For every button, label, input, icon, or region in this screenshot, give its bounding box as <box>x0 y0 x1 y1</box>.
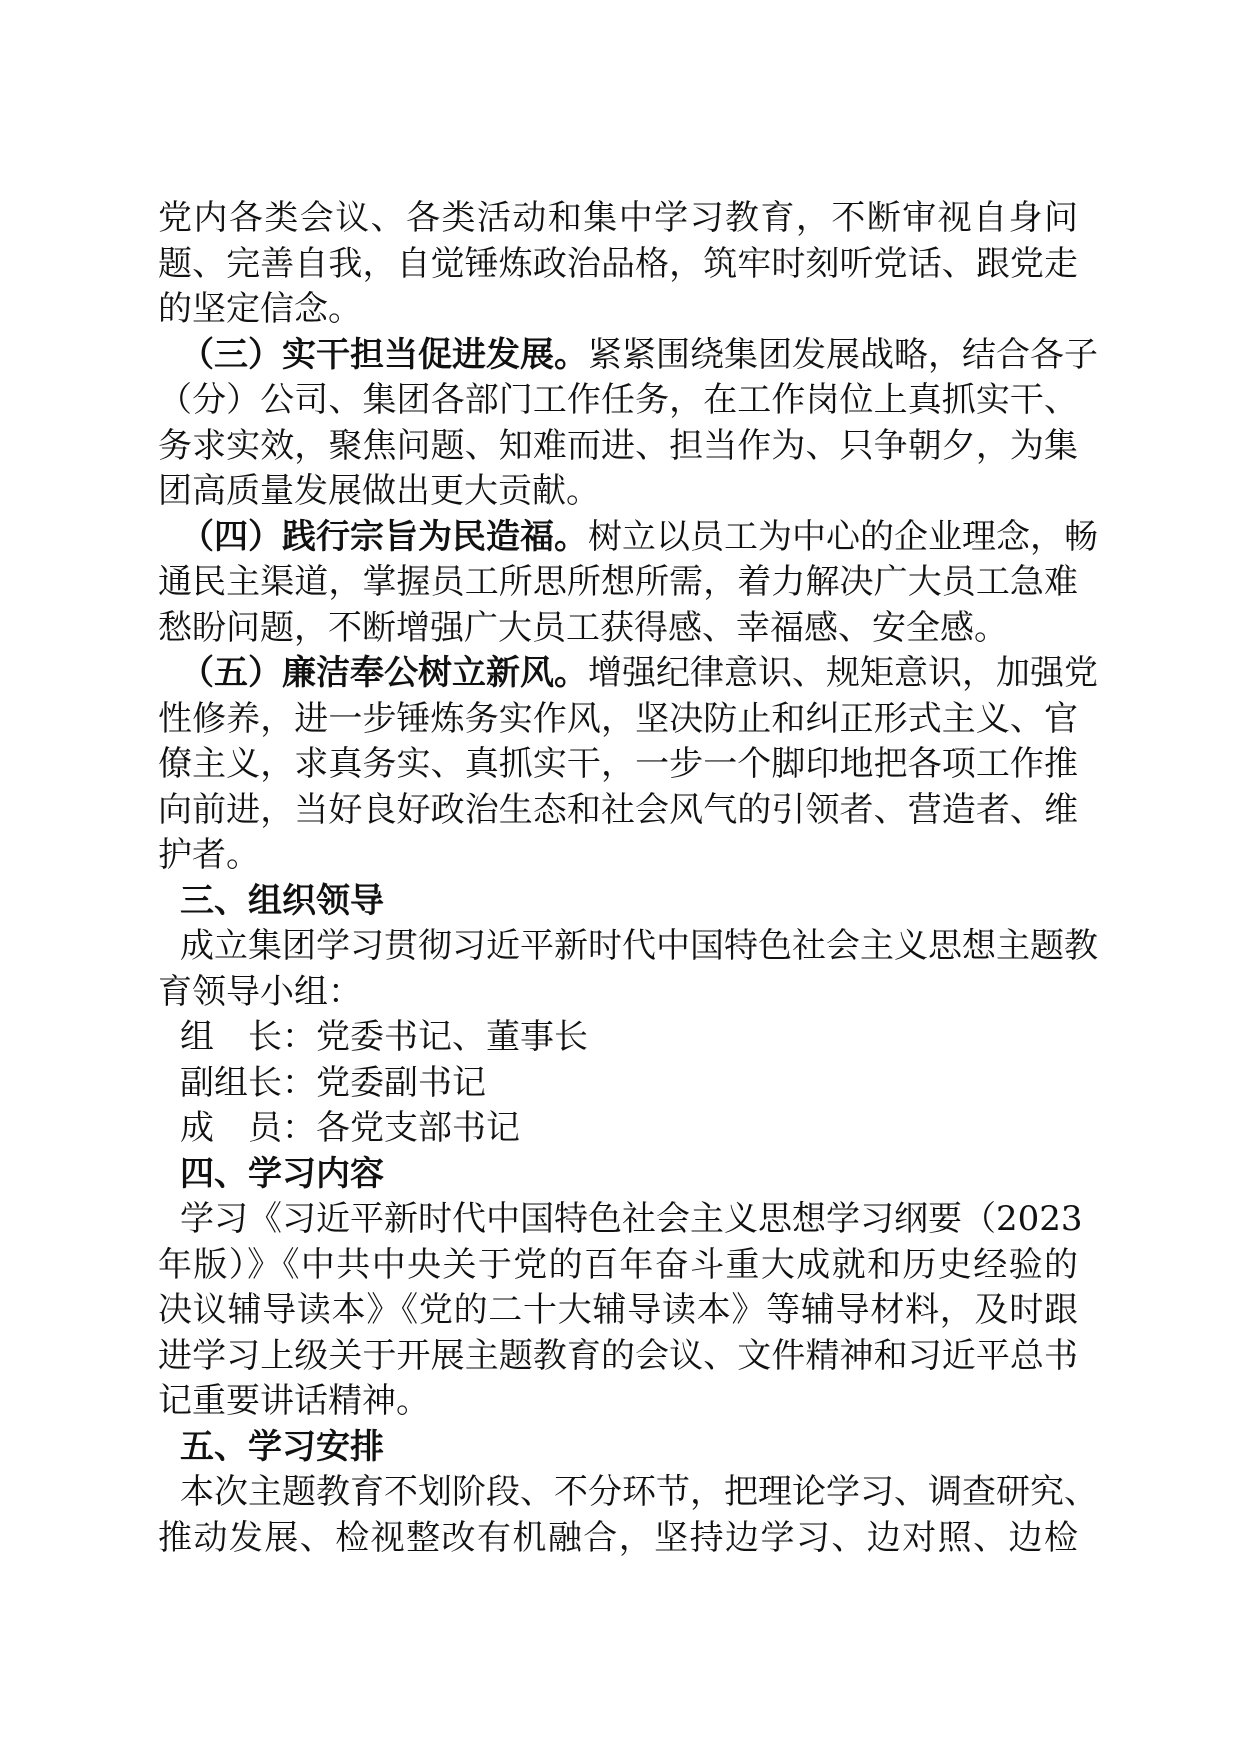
body-text-line: 党内各类会议、各类活动和集中学习教育，不断审视自身问 <box>158 198 1078 238</box>
section-3-lead: （三）实干担当促进发展。 <box>180 334 588 375</box>
body-text-line: 进学习上级关于开展主题教育的会议、文件精神和习近平总书 <box>158 1335 1078 1376</box>
section-5-first-line <box>158 651 1098 697</box>
section-3-first-line <box>158 333 1098 379</box>
body-text-line: 务求实效，聚焦问题、知难而进、担当作为、只争朝夕，为集 <box>158 425 1078 466</box>
org-intro-line: 育领导小组： <box>158 971 362 1012</box>
body-text-line: 学习《习近平新时代中国特色社会主义思想学习纲要（2023 <box>180 1199 1083 1239</box>
body-text-line: 团高质量发展做出更大贡献。 <box>158 471 600 511</box>
org-leader: 组 长：党委书记、董事长 <box>180 1017 588 1057</box>
body-text-line: 愁盼问题，不断增强广大员工获得感、幸福感、安全感。 <box>158 607 1008 648</box>
section-5-text: 增强纪律意识、规矩意识，加强党 <box>588 653 1098 693</box>
section-3-text: 紧紧围绕集团发展战略，结合各子 <box>588 334 1098 375</box>
body-text-line: 记重要讲话精神。 <box>158 1381 430 1421</box>
section-4-first-line <box>158 515 1098 561</box>
section-4-lead: （四）践行宗旨为民造福。 <box>180 516 588 557</box>
body-text-line: 决议辅导读本》《党的二十大辅导读本》等辅导材料，及时跟 <box>158 1290 1078 1330</box>
body-text-line: 年版）》《中共中央关于党的百年奋斗重大成就和历史经验的 <box>158 1244 1078 1285</box>
section-4-text: 树立以员工为中心的企业理念，畅 <box>588 516 1098 557</box>
body-text-line: 推动发展、检视整改有机融合，坚持边学习、边对照、边检 <box>158 1517 1078 1558</box>
body-text-line: 本次主题教育不划阶段、不分环节，把理论学习、调查研究、 <box>180 1472 1098 1512</box>
body-text-line: 僚主义，求真务实、真抓实干，一步一个脚印地把各项工作推 <box>158 744 1078 784</box>
body-text-line: 性修养，进一步锤炼务实作风，坚决防止和纠正形式主义、官 <box>158 698 1078 739</box>
body-text-line: 题、完善自我，自觉锤炼政治品格，筑牢时刻听党话、跟党走 <box>158 243 1078 284</box>
document-page <box>158 196 1098 1561</box>
body-text-line: 通民主渠道，掌握员工所思所想所需，着力解决广大员工急难 <box>158 562 1078 602</box>
org-deputy: 副组长：党委副书记 <box>180 1062 486 1103</box>
heading-study-arrangement: 五、学习安排 <box>180 1426 384 1467</box>
heading-organization: 三、组织领导 <box>180 880 384 921</box>
org-intro-line: 成立集团学习贯彻习近平新时代中国特色社会主义思想主题教 <box>180 926 1098 966</box>
body-text-line: 护者。 <box>158 835 260 875</box>
heading-study-content: 四、学习内容 <box>180 1153 384 1194</box>
body-text-line: 向前进，当好良好政治生态和社会风气的引领者、营造者、维 <box>158 789 1078 830</box>
section-5-lead: （五）廉洁奉公树立新风。 <box>180 653 588 693</box>
org-members: 成 员：各党支部书记 <box>180 1108 520 1148</box>
body-text-line: 的坚定信念。 <box>158 289 362 329</box>
body-text-line: （分）公司、集团各部门工作任务，在工作岗位上真抓实干、 <box>158 380 1078 420</box>
